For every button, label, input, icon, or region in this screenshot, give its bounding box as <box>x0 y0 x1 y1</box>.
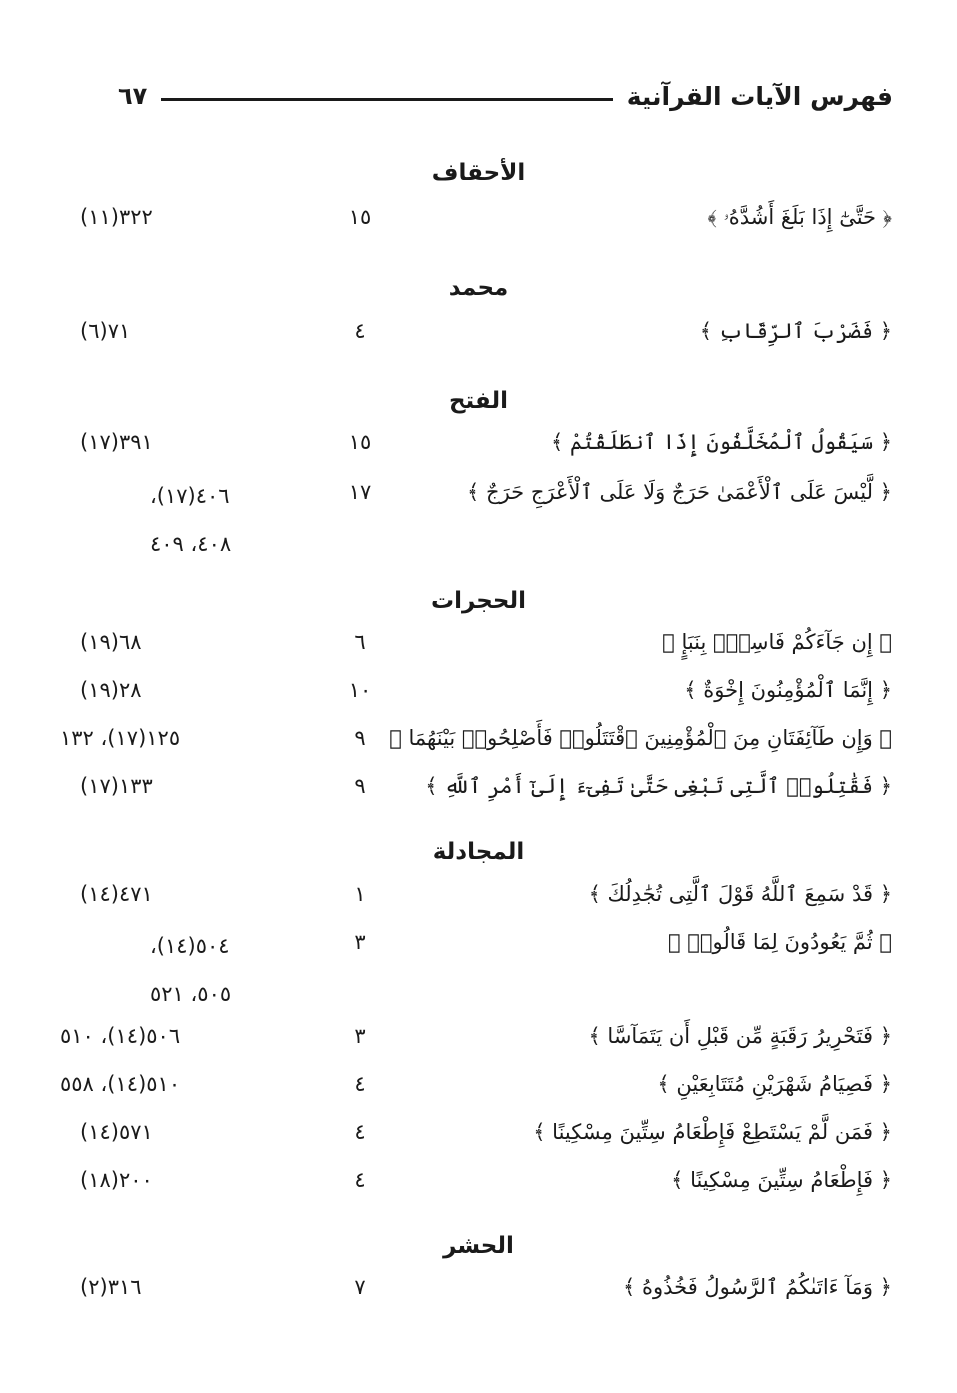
ayah-number: ٩ <box>354 774 366 798</box>
ayah-number: ٤ <box>354 1120 366 1144</box>
ayah-number: ٤ <box>354 1168 366 1192</box>
page-header <box>118 78 893 114</box>
verse-text: ﴿ فَقَٰتِلُوا۟ ٱلَّتِى تَبْغِى حَتَّىٰ تَفِىٓءَ إِلَىٰٓ أَمْرِ ٱللَّهِ ﴾ <box>425 774 892 798</box>
index-row <box>0 472 957 562</box>
ayah-number: ١٠ <box>348 678 372 702</box>
index-row <box>0 311 957 351</box>
verse-text: ﴿ حَتَّىٰٓ إِذَا بَلَغَ أَشُدَّهُۥ ﴾ <box>707 205 892 229</box>
page-reference: ٢٠٠(١٨) <box>80 1168 153 1192</box>
page-reference: ١٢٥(١٧)، ١٣٢ <box>60 726 181 750</box>
index-row <box>0 197 957 237</box>
page-number: ٦٧ <box>118 82 148 110</box>
ayah-number: ٣ <box>354 930 366 954</box>
page-reference: ٥٧١(١٤) <box>80 1120 153 1144</box>
ayah-number: ١٥ <box>348 205 372 229</box>
index-row <box>0 874 957 914</box>
page-reference: ٢٨(١٩) <box>80 678 142 702</box>
ayah-number: ١ <box>354 882 366 906</box>
page-reference: ٦٨(١٩) <box>80 630 142 654</box>
surah-heading: الفتح <box>448 388 509 414</box>
index-title: فهرس الآيات القرآنية <box>626 81 893 111</box>
ayah-number: ٣ <box>354 1024 366 1048</box>
page-reference: ٥٠٦(١٤)، ٥١٠ <box>60 1024 181 1048</box>
ayah-number: ٦ <box>354 630 366 654</box>
ayah-number: ١٧ <box>348 480 372 504</box>
verse-text: ﴿ وَمَآ ءَاتَىٰكُمُ ٱلرَّسُولُ فَخُذُوهُ ﴾ <box>623 1275 892 1299</box>
verse-text: ﴿ ثُمَّ يَعُودُونَ لِمَا قَالُوا۟ ﴾ <box>668 930 892 954</box>
verse-text: ﴿ فَصِيَامُ شَهْرَيْنِ مُتَتَابِعَيْنِ ﴾ <box>657 1072 892 1096</box>
index-row <box>0 1160 957 1200</box>
index-row <box>0 718 957 758</box>
ayah-number: ٤ <box>354 319 366 343</box>
verse-text: ﴿ فَتَحْرِيرُ رَقَبَةٍ مِّن قَبْلِ أَن يَتَمَآسَّا ﴾ <box>588 1024 892 1048</box>
index-row <box>0 422 957 462</box>
page-reference: ٤٠٦(١٧)، ٤٠٨، ٤٠٩ <box>150 484 232 556</box>
verse-text: ﴿ فَمَن لَّمْ يَسْتَطِعْ فَإِطْعَامُ سِتِّينَ مِسْكِينًا ﴾ <box>533 1120 892 1144</box>
index-row <box>0 670 957 710</box>
header-rule <box>161 98 612 101</box>
page-reference: ٥١٠(١٤)، ٥٥٨ <box>60 1072 181 1096</box>
surah-heading: الحشر <box>443 1233 514 1259</box>
surah-heading: المجادلة <box>432 839 525 865</box>
index-row <box>0 1112 957 1152</box>
index-row <box>0 622 957 662</box>
verse-text: ﴿ فَإِطْعَامُ سِتِّينَ مِسْكِينًا ﴾ <box>671 1168 892 1192</box>
page-reference: ٣٩١(١٧) <box>80 430 153 454</box>
index-row <box>0 1016 957 1056</box>
page-reference: ٥٠٤(١٤)، ٥٠٥، ٥٢١ <box>150 934 232 1006</box>
surah-heading: الحجرات <box>431 588 526 614</box>
index-row <box>0 1267 957 1307</box>
ayah-number: ٩ <box>354 726 366 750</box>
ayah-number: ١٥ <box>348 430 372 454</box>
page-reference: ٣٢٢(١١) <box>80 205 153 229</box>
page-reference: ٤٧١(١٤) <box>80 882 153 906</box>
surah-heading: الأحقاف <box>431 160 526 186</box>
ayah-number: ٧ <box>354 1275 366 1299</box>
index-row <box>0 1064 957 1104</box>
verse-text: ﴿ سَيَقُولُ ٱلْمُخَلَّفُونَ إِذَا ٱنطَلَقْتُمْ ﴾ <box>551 430 892 454</box>
index-row <box>0 922 957 1012</box>
ayah-number: ٤ <box>354 1072 366 1096</box>
index-row <box>0 766 957 806</box>
verse-text: ﴿ لَّيْسَ عَلَى ٱلْأَعْمَىٰ حَرَجٌ وَلَا عَلَى ٱلْأَعْرَجِ حَرَجٌ ﴾ <box>467 480 892 504</box>
verse-text: ﴿ قَدْ سَمِعَ ٱللَّهُ قَوْلَ ٱلَّتِى تُجَٰدِلُكَ ﴾ <box>588 882 892 906</box>
verse-text: ﴿ إِنَّمَا ٱلْمُؤْمِنُونَ إِخْوَةٌ ﴾ <box>684 678 892 702</box>
page-reference: ٣١٦(٢) <box>80 1275 142 1299</box>
page-reference: ١٣٣(١٧) <box>80 774 153 798</box>
verse-text: ﴿ إِن جَآءَكُمْ فَاسِقٌۢ بِنَبَإٍ ﴾ <box>662 630 892 654</box>
verse-text: ﴿ فَضَرْبَ ٱلرِّقَابِ ﴾ <box>699 319 892 343</box>
verse-text: ﴿ وَإِن طَآئِفَتَانِ مِنَ ٱلْمُؤْمِنِينَ ٱقْتَتَلُوا۟ فَأَصْلِحُوا۟ بَيْنَهُمَا ﴾ <box>389 726 892 750</box>
surah-heading: محمد <box>448 275 509 301</box>
page-reference: ٧١(٦) <box>80 319 131 343</box>
